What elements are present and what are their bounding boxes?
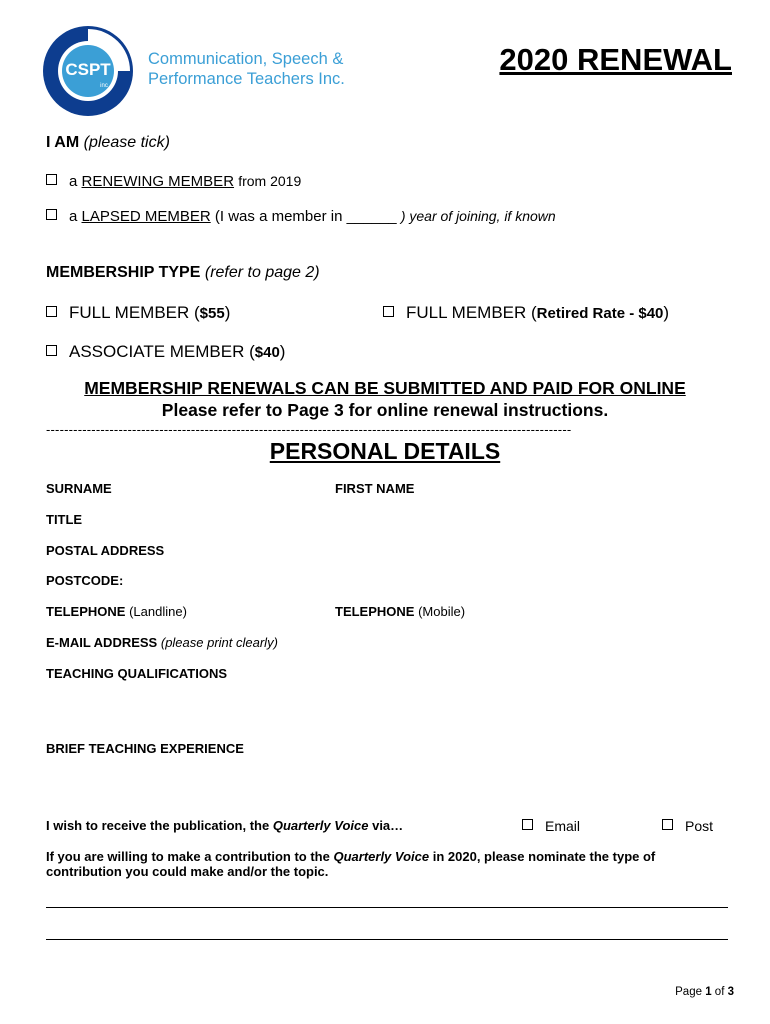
option-prefix: a — [69, 173, 78, 190]
publication-post-label: Post — [685, 818, 714, 834]
lapsed-member-checkbox[interactable] — [46, 209, 57, 220]
logo-text: CSPT — [65, 60, 111, 79]
retired-member-option[interactable] — [383, 303, 669, 323]
i-am-label: I AM — [46, 134, 80, 151]
cspt-logo — [42, 25, 134, 117]
retired-member-checkbox[interactable] — [383, 306, 394, 317]
telephone-label: TELEPHONE — [335, 604, 415, 619]
online-renewal-notice: MEMBERSHIP RENEWALS CAN BE SUBMITTED AND PAID FOR ONLINE — [84, 378, 686, 398]
online-renewal-instructions: Please refer to Page 3 for online renewal instructions. — [161, 400, 609, 420]
telephone-landline-label — [46, 604, 187, 619]
renewing-member-checkbox[interactable] — [46, 174, 57, 185]
postcode-label: POSTCODE: — [46, 573, 124, 588]
email-address-label — [46, 635, 278, 650]
associate-member-checkbox[interactable] — [46, 345, 57, 356]
membership-type-hint: (refer to page 2) — [204, 264, 320, 281]
bracket: ) — [663, 303, 670, 322]
email-note: (please print clearly) — [160, 635, 278, 650]
contribution-publication-name: Quarterly Voice — [333, 849, 430, 864]
current-page: 1 — [705, 986, 712, 998]
publication-prefix: I wish to receive the publication, the — [46, 818, 270, 833]
first-name-label: FIRST NAME — [335, 481, 415, 496]
org-name-line-2: Performance Teachers Inc. — [148, 70, 345, 88]
bracket: ) — [224, 303, 231, 322]
option-prefix: a — [69, 208, 78, 225]
lapsed-member-hint: ) year of joining, if known — [400, 208, 556, 224]
publication-email-checkbox[interactable] — [522, 819, 533, 830]
contribution-text-line-2: contribution you could make and/or the topic. — [46, 864, 329, 879]
publication-name: Quarterly Voice — [272, 818, 369, 833]
teaching-experience-label: BRIEF TEACHING EXPERIENCE — [46, 741, 244, 756]
bracket: ) — [279, 342, 286, 361]
publication-email-label: Email — [545, 818, 581, 834]
postal-address-label: POSTAL ADDRESS — [46, 543, 165, 558]
renewing-member-suffix: from 2019 — [238, 173, 302, 189]
teaching-qualifications-label: TEACHING QUALIFICATIONS — [46, 666, 228, 681]
associate-member-price: $40 — [254, 344, 280, 361]
landline-note: (Landline) — [129, 604, 187, 619]
contribution-prefix: If you are willing to make a contribution to the — [46, 849, 330, 864]
publication-post-option[interactable] — [662, 818, 713, 834]
mobile-note: (Mobile) — [418, 604, 466, 619]
full-member-option[interactable] — [46, 303, 230, 323]
publication-suffix: via… — [372, 818, 404, 833]
surname-label: SURNAME — [46, 481, 112, 496]
divider-line: -------------------------------------------------------------------------------------------------------------------- — [46, 422, 572, 437]
publication-email-option[interactable] — [522, 818, 580, 834]
email-label: E-MAIL ADDRESS — [46, 635, 158, 650]
of-word: of — [714, 986, 725, 998]
org-name-line-1: Communication, Speech & — [148, 50, 344, 68]
personal-details-heading: PERSONAL DETAILS — [269, 438, 501, 464]
contribution-suffix: in 2020, please nominate the type of — [432, 849, 656, 864]
total-pages: 3 — [727, 986, 734, 998]
form-title: 2020 RENEWAL — [499, 42, 732, 77]
full-member-price: $55 — [199, 305, 225, 322]
lapsed-member-label: LAPSED MEMBER — [81, 208, 211, 225]
page-word: Page — [675, 986, 702, 998]
lapsed-member-year-text: (I was a member in ______ — [214, 208, 397, 225]
publication-post-checkbox[interactable] — [662, 819, 673, 830]
logo-subtext: inc — [100, 83, 108, 89]
telephone-label: TELEPHONE — [46, 604, 126, 619]
renewing-member-option[interactable] — [46, 173, 301, 190]
contribution-answer-line-2[interactable] — [46, 939, 728, 940]
contribution-answer-line-1[interactable] — [46, 907, 728, 908]
contribution-text-line-1 — [46, 849, 655, 864]
full-member-checkbox[interactable] — [46, 306, 57, 317]
i-am-heading — [46, 134, 170, 152]
associate-member-option[interactable] — [46, 342, 285, 362]
retired-member-label: FULL MEMBER ( — [406, 303, 537, 322]
i-am-hint: (please tick) — [83, 134, 170, 151]
membership-type-heading — [46, 264, 320, 282]
publication-preference-text — [46, 818, 403, 833]
full-member-label: FULL MEMBER ( — [69, 303, 200, 322]
page-number — [675, 986, 734, 998]
telephone-mobile-label — [335, 604, 465, 619]
associate-member-label: ASSOCIATE MEMBER ( — [69, 342, 255, 361]
lapsed-member-option[interactable] — [46, 208, 556, 225]
membership-type-label: MEMBERSHIP TYPE — [46, 264, 201, 281]
renewing-member-label: RENEWING MEMBER — [81, 173, 235, 190]
retired-member-price: Retired Rate - $40 — [536, 305, 664, 322]
title-label: TITLE — [46, 512, 83, 527]
